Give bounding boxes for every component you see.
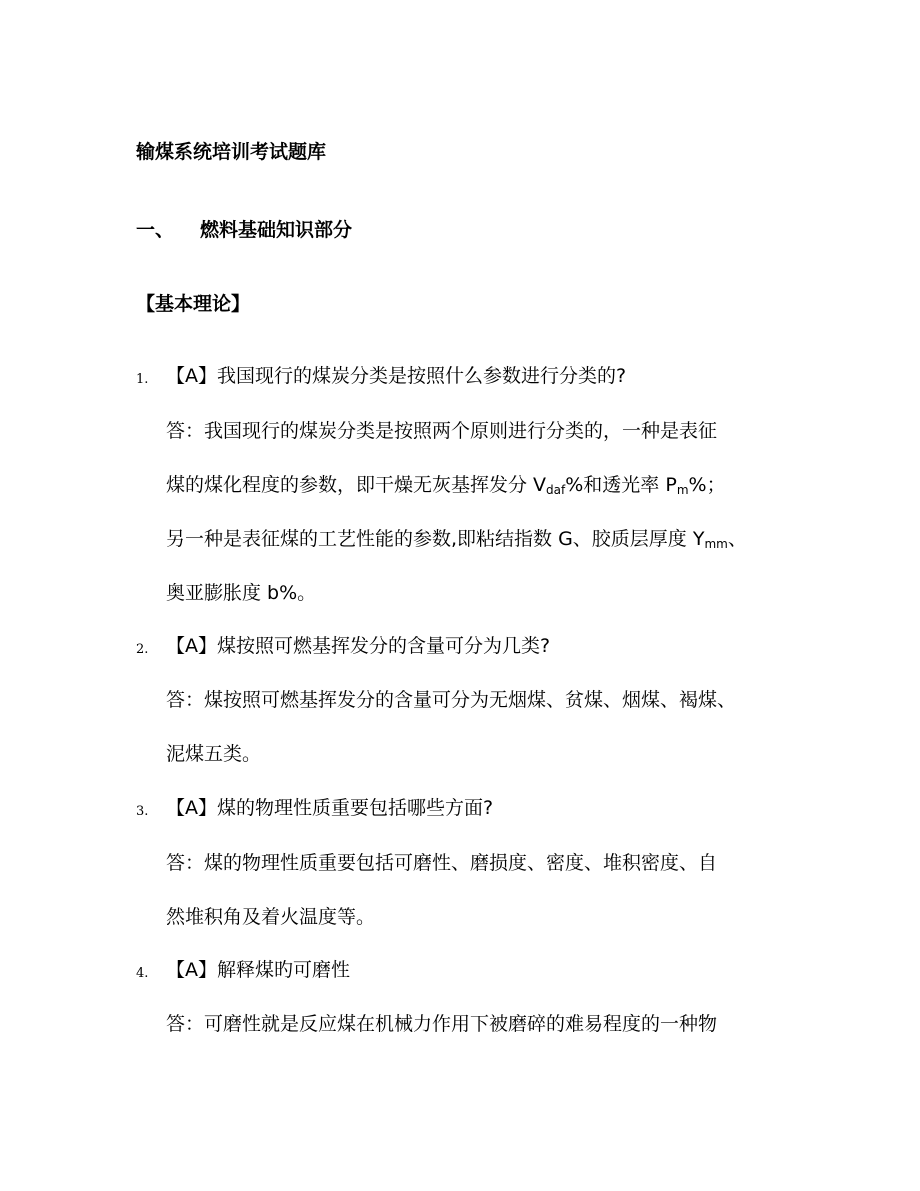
answer-line: 答：煤的物理性质重要包括可磨性、磨损度、密度、堆积密度、自	[166, 852, 718, 874]
question-number: 1.	[136, 372, 149, 387]
question-number: 4.	[136, 966, 149, 981]
question-number: 3.	[136, 804, 149, 819]
section-title: 燃料基础知识部分	[200, 219, 353, 241]
answer-text: 、	[727, 528, 747, 550]
answer-text: 煤的煤化程度的参数，即干燥无灰基挥发分 V	[166, 474, 547, 496]
section-number: 一、	[136, 219, 175, 241]
question-number: 2.	[136, 642, 149, 657]
answer-line: 然堆积角及着火温度等。	[166, 906, 376, 928]
answer-line: 答：可磨性就是反应煤在机械力作用下被磨碎的难易程度的一种物	[166, 1013, 718, 1035]
subscript: m	[676, 483, 689, 497]
subscript: mm	[704, 537, 728, 551]
answer-line: 奥亚膨胀度 b%。	[166, 582, 317, 604]
answer-text: %；	[688, 474, 726, 496]
answer-line: 泥煤五类。	[166, 743, 262, 765]
answer-text: %和透光率 P	[565, 474, 677, 496]
answer-line	[166, 530, 747, 549]
question-text: 【A】煤按照可燃基挥发分的含量可分为几类?	[166, 635, 551, 657]
answer-text: 另一种是表征煤的工艺性能的参数,即粘结指数 G、胶质层厚度 Y	[166, 528, 705, 550]
question-text: 【A】我国现行的煤炭分类是按照什么参数进行分类的?	[166, 365, 627, 387]
answer-line: 答：煤按照可燃基挥发分的含量可分为无烟煤、贫煤、烟煤、褐煤、	[166, 689, 737, 711]
answer-line: 答：我国现行的煤炭分类是按照两个原则进行分类的，一种是表征	[166, 420, 718, 442]
subscript: daf	[546, 483, 566, 497]
answer-line	[166, 476, 726, 495]
document-title: 输煤系统培训考试题库	[136, 141, 327, 163]
question-text: 【A】煤的物理性质重要包括哪些方面?	[166, 797, 494, 819]
question-text: 【A】解释煤旳可磨性	[166, 959, 350, 981]
subsection-title: 【基本理论】	[136, 293, 251, 315]
